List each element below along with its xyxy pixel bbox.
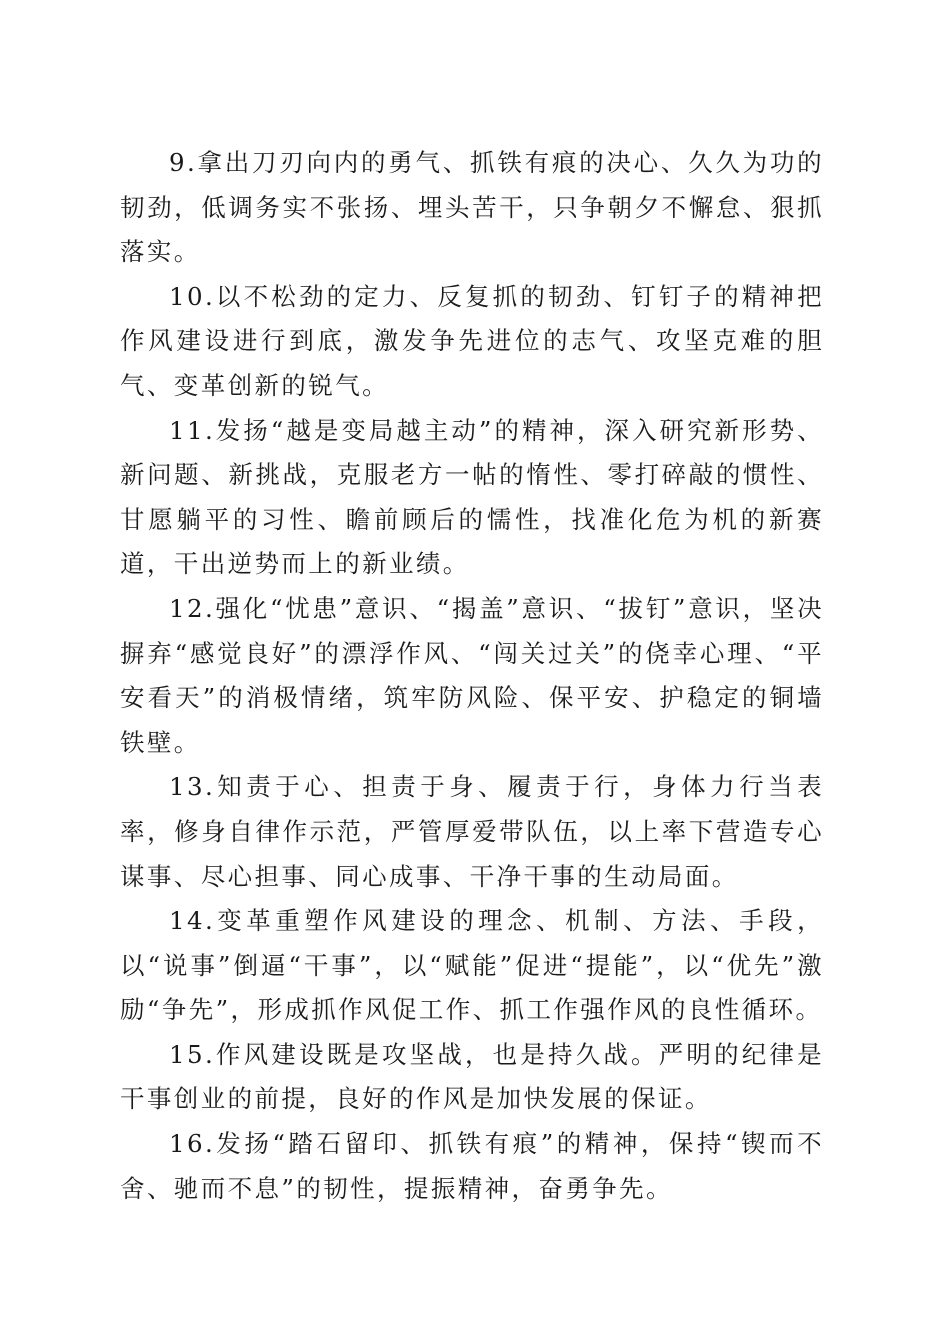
paragraph-10: 10.以不松劲的定力、反复抓的韧劲、钉钉子的精神把作风建设进行到底，激发争先进位的志气、攻坚克难的胆气、变革创新的锐气。 — [120, 281, 824, 400]
paragraph-9: 9.拿出刀刃向内的勇气、抓铁有痕的决心、久久为功的韧劲，低调务实不张扬、埋头苦干，只争朝夕不懈怠、狠抓落实。 — [120, 148, 824, 267]
paragraph-11: 11.发扬“越是变局越主动”的精神，深入研究新形势、新问题、新挑战，克服老方一帖的惰性、零打碎敲的惯性、甘愿躺平的习性、瞻前顾后的懦性，找准化危为机的新赛道，干出逆势而上的新业绩。 — [120, 415, 824, 579]
paragraph-12: 12.强化“忧患”意识、“揭盖”意识、“拔钉”意识，坚决摒弃“感觉良好”的漂浮作风、“闯关过关”的侥幸心理、“平安看天”的消极情绪，筑牢防风险、保平安、护稳定的铜墙铁壁。 — [120, 593, 824, 757]
paragraph-14: 14.变革重塑作风建设的理念、机制、方法、手段，以“说事”倒逼“干事”，以“赋能”促进“提能”，以“优先”激励“争先”，形成抓作风促工作、抓工作强作风的良性循环。 — [120, 906, 824, 1025]
paragraph-13: 13.知责于心、担责于身、履责于行，身体力行当表率，修身自律作示范，严管厚爱带队伍，以上率下营造专心谋事、尽心担事、同心成事、干净干事的生动局面。 — [120, 772, 824, 891]
paragraph-16: 16.发扬“踏石留印、抓铁有痕”的精神，保持“锲而不舍、驰而不息”的韧性，提振精神，奋勇争先。 — [120, 1129, 824, 1203]
paragraph-15: 15.作风建设既是攻坚战，也是持久战。严明的纪律是干事创业的前提，良好的作风是加快发展的保证。 — [120, 1039, 824, 1114]
document-body — [120, 141, 824, 1211]
